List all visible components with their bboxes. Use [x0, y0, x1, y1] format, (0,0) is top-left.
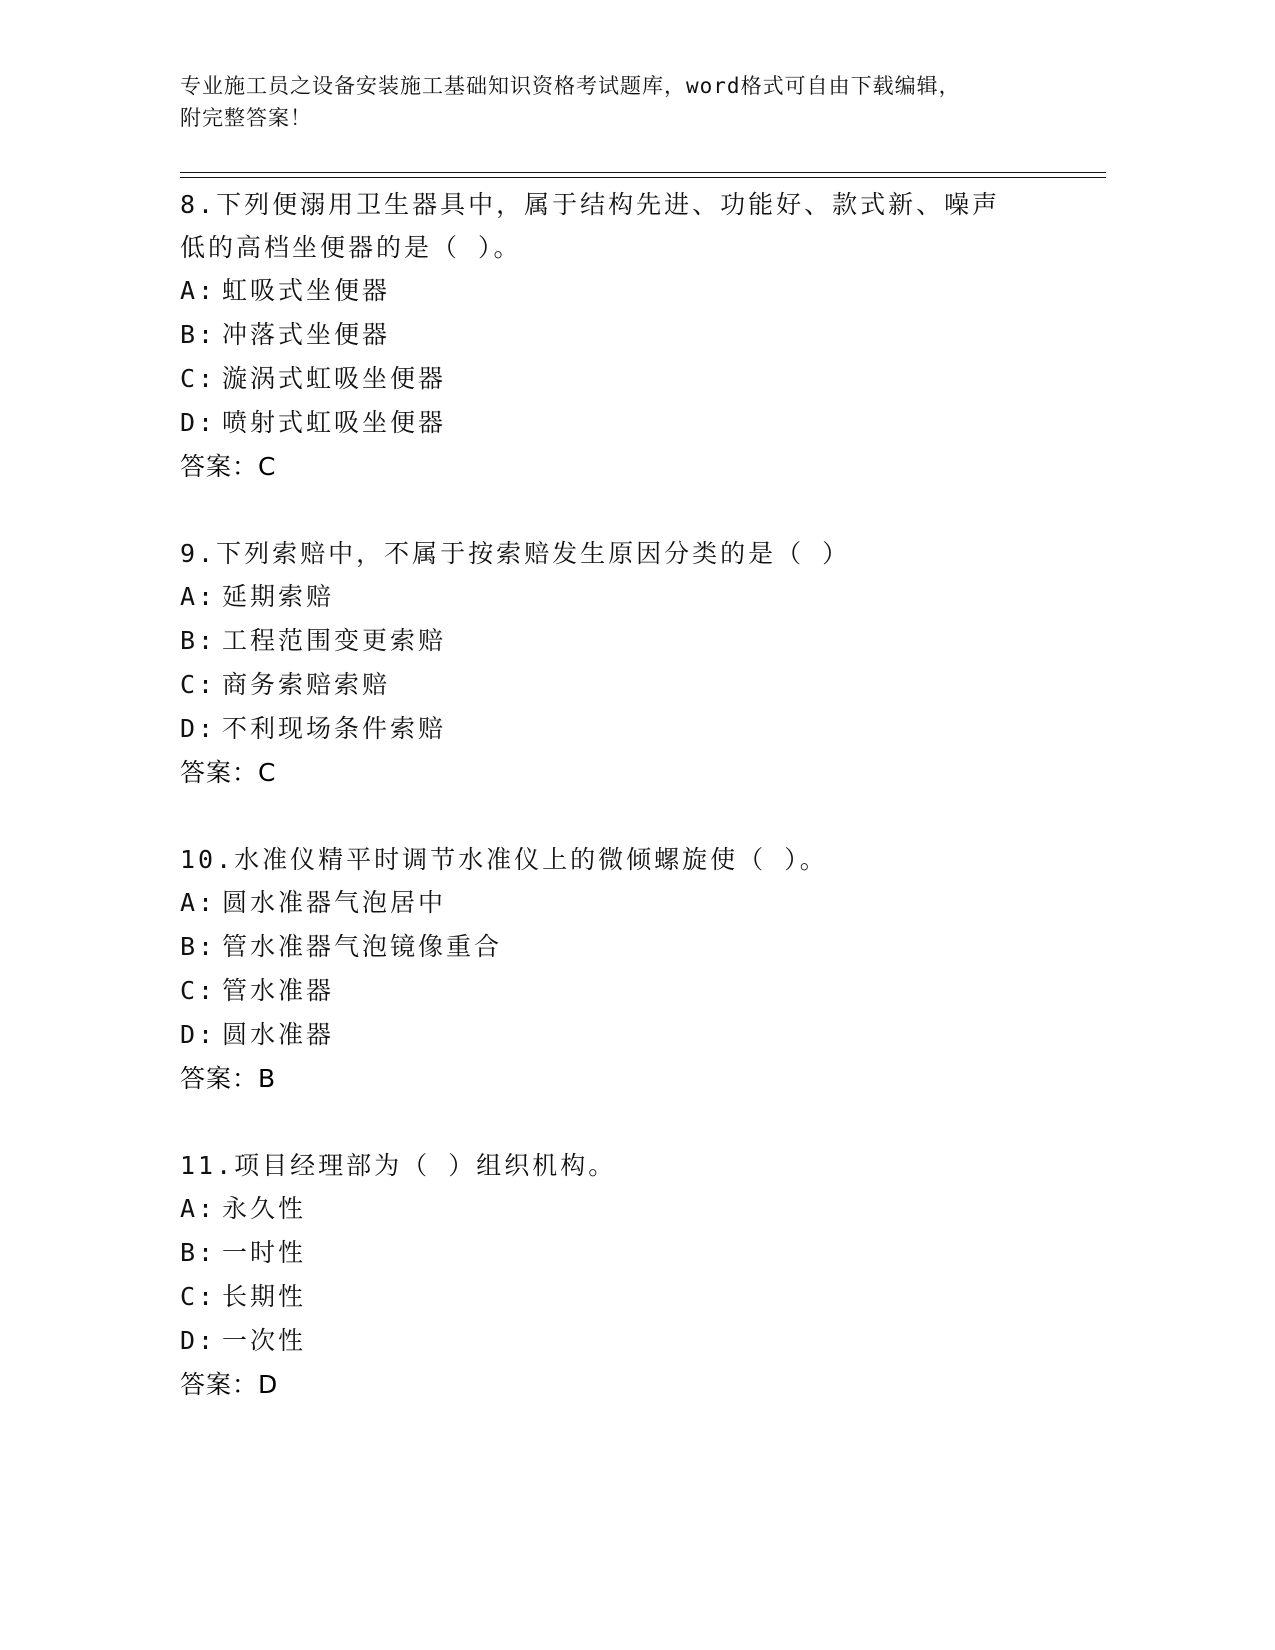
option-letter: B: — [180, 1238, 217, 1267]
option-b — [180, 925, 1080, 969]
document-header — [180, 70, 1040, 134]
option-text: 喷射式虹吸坐便器 — [222, 408, 447, 437]
answer-line: 答案：D — [180, 1370, 279, 1399]
option-text: 管水准器 — [222, 976, 335, 1005]
option-text: 不利现场条件索赔 — [222, 714, 447, 743]
option-text: 商务索赔索赔 — [222, 670, 391, 699]
question-stem: 10.水准仪精平时调节水准仪上的微倾螺旋使（ ）。 — [180, 845, 828, 874]
option-text: 管水准器气泡镜像重合 — [222, 932, 503, 961]
option-letter: D: — [180, 408, 217, 437]
option-text: 延期索赔 — [222, 582, 335, 611]
option-letter: C: — [180, 976, 217, 1005]
option-c — [180, 357, 1080, 401]
option-text: 虹吸式坐便器 — [222, 276, 391, 305]
option-d — [180, 707, 1080, 751]
question-stem: 11.项目经理部为（ ）组织机构。 — [180, 1151, 617, 1180]
answer-line: 答案：C — [180, 758, 277, 787]
option-letter: B: — [180, 320, 217, 349]
option-a — [180, 575, 1080, 619]
question-list — [180, 183, 1080, 1450]
option-letter: A: — [180, 582, 217, 611]
option-d — [180, 1013, 1080, 1057]
question-9 — [180, 532, 1080, 795]
option-a — [180, 881, 1080, 925]
option-text: 永久性 — [222, 1194, 307, 1223]
option-c — [180, 1275, 1080, 1319]
question-stem: 8.下列便溺用卫生器具中，属于结构先进、功能好、款式新、噪声低的高档坐便器的是（ ）。 — [180, 190, 1001, 262]
option-d — [180, 1319, 1080, 1363]
option-text: 圆水准器气泡居中 — [222, 888, 447, 917]
option-b — [180, 313, 1080, 357]
option-letter: A: — [180, 888, 217, 917]
option-c — [180, 969, 1080, 1013]
header-line-2: 附完整答案！ — [180, 106, 312, 130]
option-letter: A: — [180, 276, 217, 305]
option-b — [180, 1231, 1080, 1275]
question-8 — [180, 183, 1080, 489]
answer-line: 答案：C — [180, 452, 277, 481]
question-stem: 9.下列索赔中，不属于按索赔发生原因分类的是（ ） — [180, 539, 851, 568]
option-text: 一时性 — [222, 1238, 307, 1267]
question-11 — [180, 1144, 1080, 1407]
option-text: 圆水准器 — [222, 1020, 335, 1049]
header-divider-bottom — [180, 177, 1106, 178]
option-letter: D: — [180, 1326, 217, 1355]
option-letter: C: — [180, 1282, 217, 1311]
option-c — [180, 663, 1080, 707]
option-letter: C: — [180, 364, 217, 393]
option-text: 一次性 — [222, 1326, 307, 1355]
option-d — [180, 401, 1080, 445]
option-letter: B: — [180, 932, 217, 961]
option-letter: D: — [180, 714, 217, 743]
option-a — [180, 269, 1080, 313]
option-a — [180, 1187, 1080, 1231]
option-b — [180, 619, 1080, 663]
answer-line: 答案：B — [180, 1064, 277, 1093]
option-letter: C: — [180, 670, 217, 699]
option-text: 长期性 — [222, 1282, 307, 1311]
option-letter: A: — [180, 1194, 217, 1223]
option-letter: B: — [180, 626, 217, 655]
option-text: 工程范围变更索赔 — [222, 626, 447, 655]
option-text: 漩涡式虹吸坐便器 — [222, 364, 447, 393]
header-divider-top — [180, 172, 1106, 173]
option-text: 冲落式坐便器 — [222, 320, 391, 349]
question-10 — [180, 838, 1080, 1101]
header-line-1: 专业施工员之设备安装施工基础知识资格考试题库，word格式可自由下载编辑， — [180, 74, 961, 98]
option-letter: D: — [180, 1020, 217, 1049]
